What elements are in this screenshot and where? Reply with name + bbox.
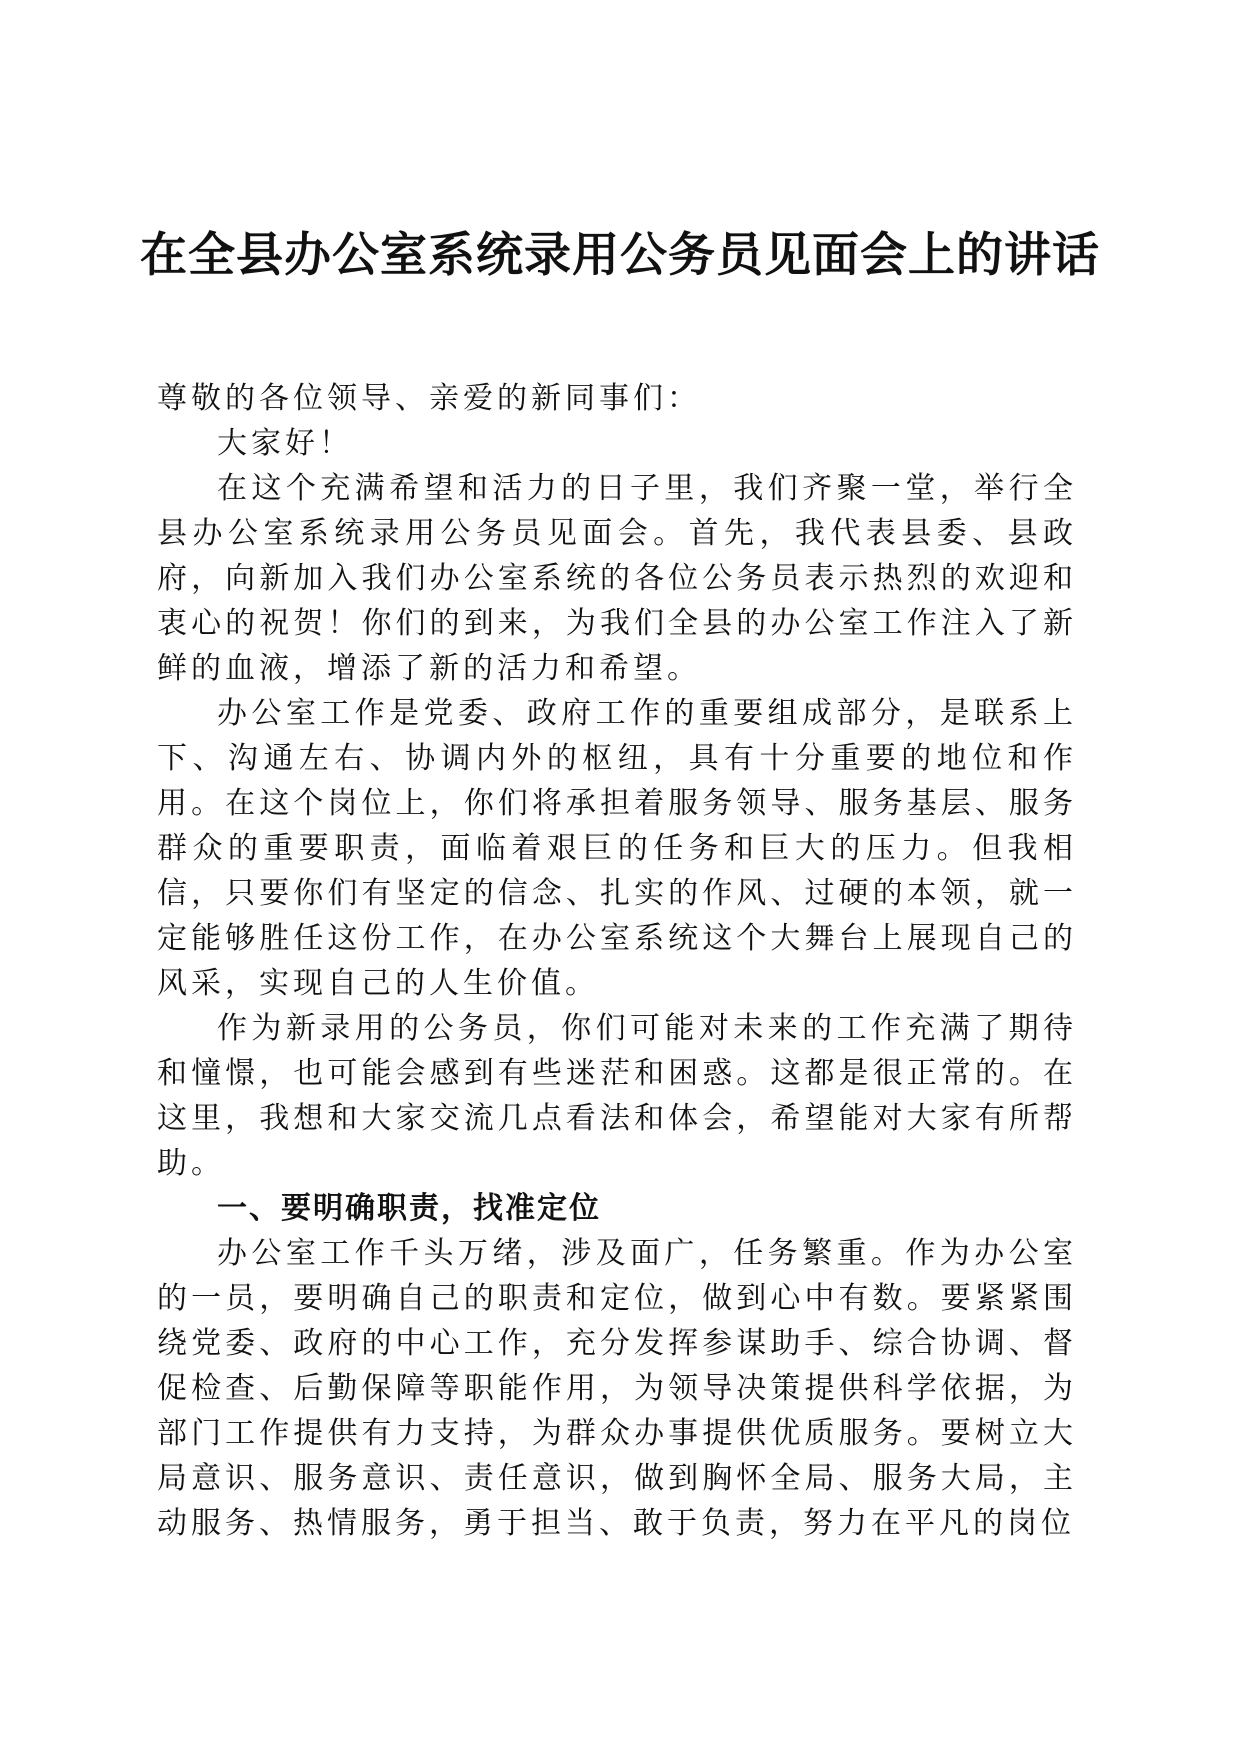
section-paragraph: 办公室工作千头万绪，涉及面广，任务繁重。作为办公室的一员，要明确自己的职责和定位，做到心中有数。要紧紧围绕党委、政府的中心工作，充分发挥参谋助手、综合协调、督促检查、后勤保障等职能作用，为领导决策提供科学依据，为部门工作提供有力支持，为群众办事提供优质服务。要树立大局意识、服务意识、责任意识，做到胸怀全局、服务大局，主动服务、热情服务，勇于担当、敢于负责，努力在平凡的岗位 xyxy=(157,1236,1077,1541)
paragraph-2: 办公室工作是党委、政府工作的重要组成部分，是联系上下、沟通左右、协调内外的枢纽，具有十分重要的地位和作用。在这个岗位上，你们将承担着服务领导、服务基层、服务群众的重要职责，面临着艰巨的任务和巨大的压力。但我相信，只要你们有坚定的信念、扎实的作风、过硬的本领，就一定能够胜任这份工作，在办公室系统这个大舞台上展现自己的风采，实现自己的人生价值。 xyxy=(157,696,1077,1001)
paragraph-3: 作为新录用的公务员，你们可能对未来的工作充满了期待和憧憬，也可能会感到有些迷茫和困惑。这都是很正常的。在这里，我想和大家交流几点看法和体会，希望能对大家有所帮助。 xyxy=(157,1011,1077,1181)
document-title: 在全县办公室系统录用公务员见面会上的讲话 xyxy=(140,228,1100,283)
paragraph-1: 在这个充满希望和活力的日子里，我们齐聚一堂，举行全县办公室系统录用公务员见面会。首先，我代表县委、县政府，向新加入我们办公室系统的各位公务员表示热烈的欢迎和衷心的祝贺！你们的到来，为我们全县的办公室工作注入了新鲜的血液，增添了新的活力和希望。 xyxy=(157,471,1077,686)
section-heading: 一、要明确职责，找准定位 xyxy=(217,1191,601,1226)
greeting: 大家好！ xyxy=(217,426,353,461)
salutation: 尊敬的各位领导、亲爱的新同事们： xyxy=(157,381,701,416)
document-body xyxy=(157,376,1077,1546)
